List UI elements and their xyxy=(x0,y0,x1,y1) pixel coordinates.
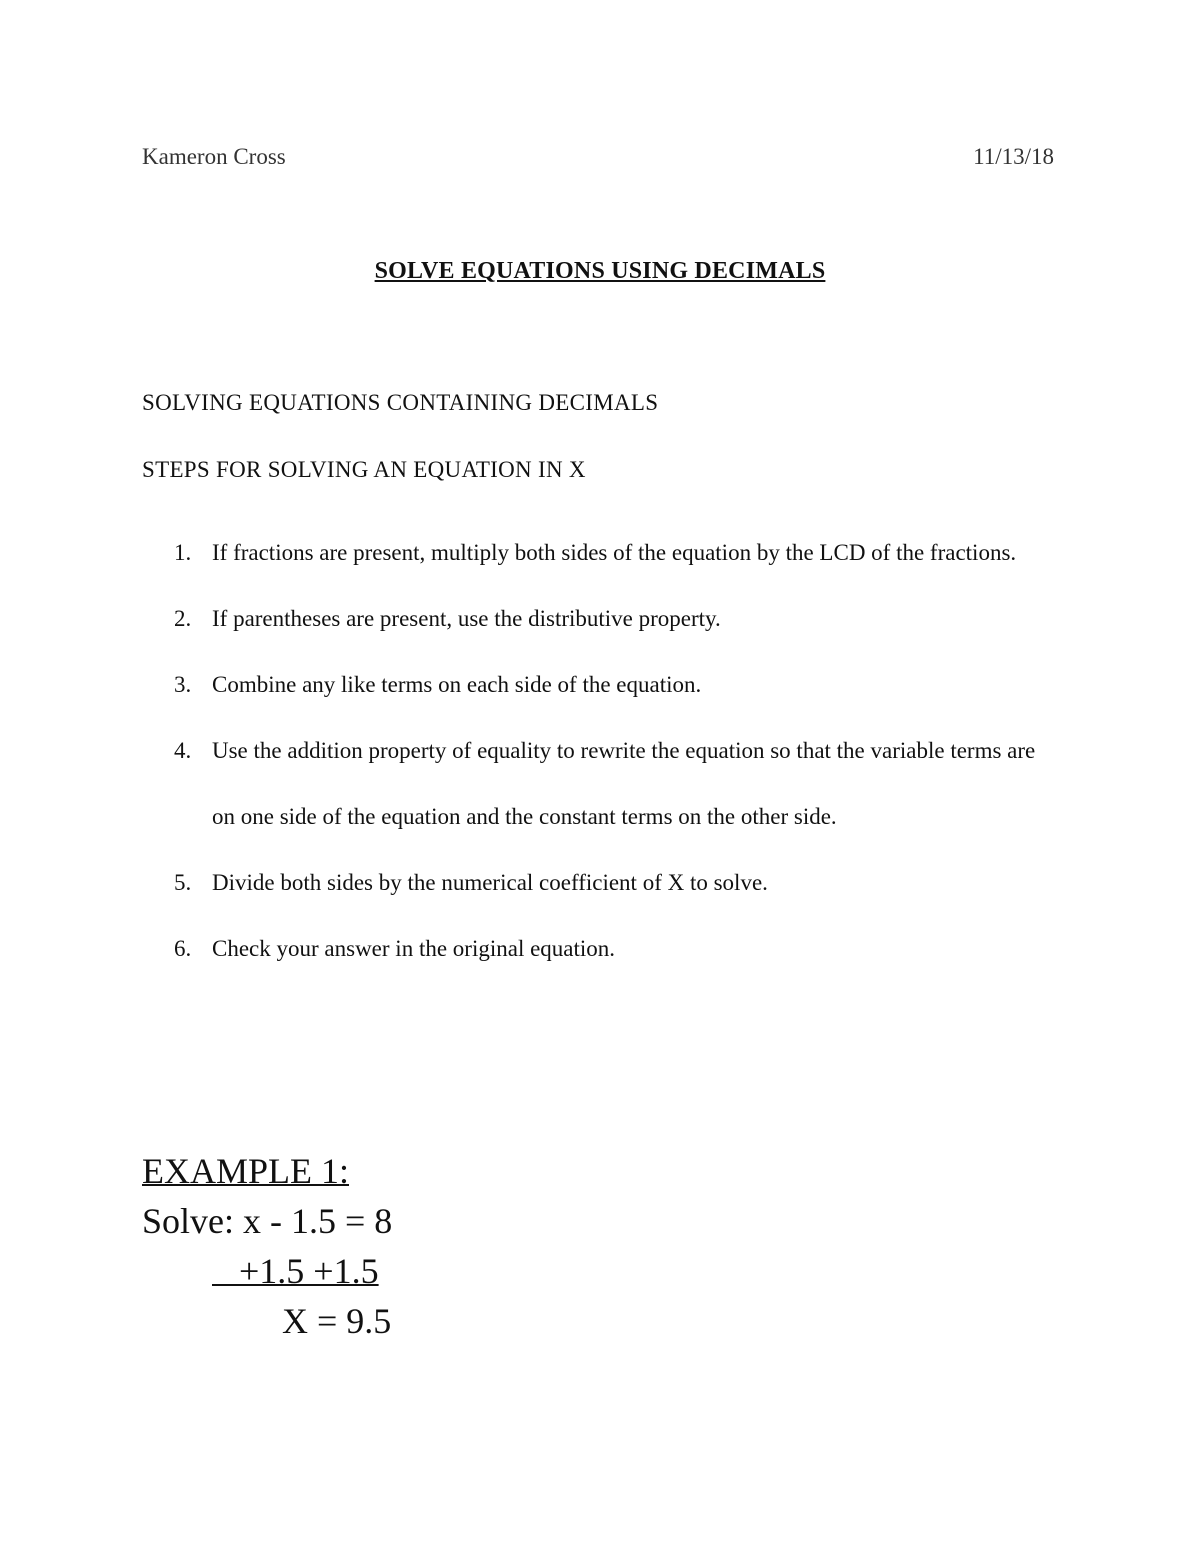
example-step-addition: +1.5 +1.5 xyxy=(212,1251,379,1291)
list-item xyxy=(142,520,1062,586)
step-text: If fractions are present, multiply both sides of the equation by the LCD of the fractions. xyxy=(212,540,1017,565)
list-item xyxy=(142,586,1062,652)
step-number: 6. xyxy=(174,936,192,961)
step-number: 3. xyxy=(174,672,192,697)
document-date: 11/13/18 xyxy=(973,144,1054,169)
example-title: EXAMPLE 1: xyxy=(142,1151,349,1191)
example-equation: Solve: x - 1.5 = 8 xyxy=(142,1201,393,1241)
step-text: Divide both sides by the numerical coefficient of X to solve. xyxy=(212,870,768,895)
step-text: If parentheses are present, use the distributive property. xyxy=(212,606,721,631)
step-text: Use the addition property of equality to rewrite the equation so that the variable terms are on one side of the equation and the constant terms on the other side. xyxy=(212,738,1036,829)
list-item xyxy=(142,718,1062,850)
list-item xyxy=(142,916,1062,982)
list-item xyxy=(142,652,1062,718)
list-item xyxy=(142,850,1062,916)
steps-list xyxy=(142,520,1062,982)
step-text: Check your answer in the original equation. xyxy=(212,936,616,961)
section-heading-steps: STEPS FOR SOLVING AN EQUATION IN X xyxy=(142,457,586,482)
step-number: 4. xyxy=(174,738,192,763)
step-number: 5. xyxy=(174,870,192,895)
step-text: Combine any like terms on each side of the equation. xyxy=(212,672,702,697)
section-heading-solving: SOLVING EQUATIONS CONTAINING DECIMALS xyxy=(142,390,659,415)
step-number: 1. xyxy=(174,540,192,565)
page-title: SOLVE EQUATIONS USING DECIMALS xyxy=(374,258,826,284)
author-name: Kameron Cross xyxy=(142,144,286,169)
example-solution: X = 9.5 xyxy=(282,1301,392,1341)
step-number: 2. xyxy=(174,606,192,631)
